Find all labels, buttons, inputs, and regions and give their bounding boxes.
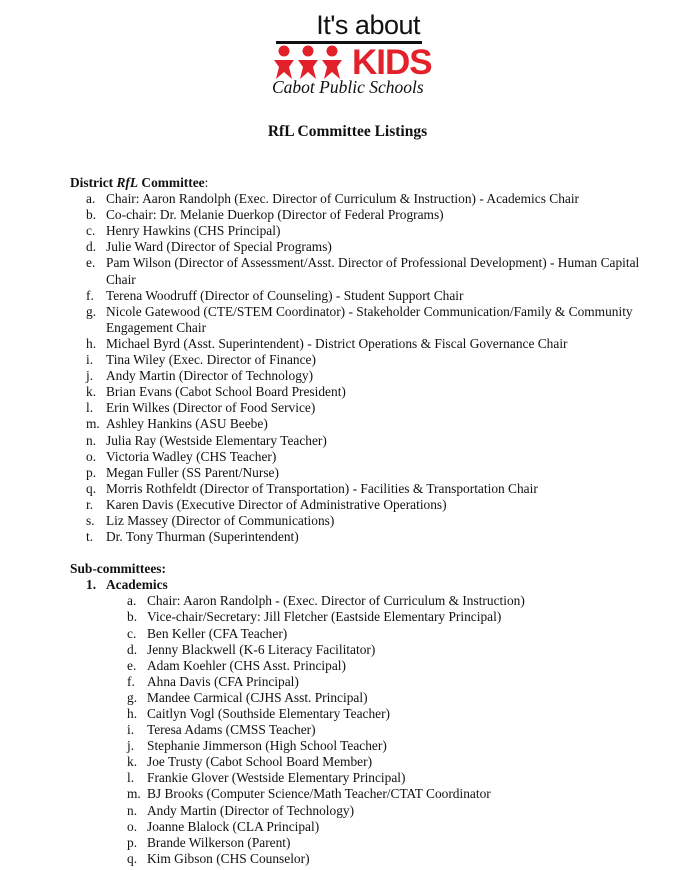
list-marker: k. bbox=[86, 384, 97, 400]
logo-tagline: It's about bbox=[316, 10, 420, 40]
figure-head-icon bbox=[279, 46, 290, 57]
district-member-item bbox=[70, 223, 670, 239]
district-member-item bbox=[70, 255, 670, 287]
subcommittee-member-item bbox=[70, 674, 670, 690]
member-text: Co-chair: Dr. Melanie Duerkop (Director of Federal Programs) bbox=[106, 207, 444, 223]
district-member-item bbox=[70, 384, 670, 400]
list-marker: q. bbox=[127, 850, 138, 866]
district-member-item bbox=[70, 288, 670, 304]
list-marker: c. bbox=[127, 625, 137, 641]
member-text: Henry Hawkins (CHS Principal) bbox=[106, 223, 281, 239]
member-text: Brian Evans (Cabot School Board President) bbox=[106, 384, 346, 400]
district-member-item bbox=[70, 433, 670, 449]
list-marker: f. bbox=[127, 673, 135, 689]
list-marker: n. bbox=[127, 802, 138, 818]
list-marker: t. bbox=[86, 529, 94, 545]
member-text: Teresa Adams (CMSS Teacher) bbox=[147, 722, 316, 738]
district-member-item bbox=[70, 416, 670, 432]
member-text: Andy Martin (Director of Technology) bbox=[147, 802, 355, 818]
list-marker: p. bbox=[86, 464, 97, 480]
district-member-item bbox=[70, 352, 670, 368]
member-text: Megan Fuller (SS Parent/Nurse) bbox=[106, 464, 279, 480]
subcommittees-heading: Sub-committees: bbox=[70, 561, 166, 577]
district-member-item bbox=[70, 400, 670, 416]
list-marker: r. bbox=[86, 496, 94, 512]
member-text: Frankie Glover (Westside Elementary Principal) bbox=[147, 770, 406, 786]
list-marker: d. bbox=[127, 641, 138, 657]
subcommittee-member-item bbox=[70, 722, 670, 738]
document-body bbox=[70, 175, 670, 867]
district-member-item bbox=[70, 207, 670, 223]
member-text: Erin Wilkes (Director of Food Service) bbox=[106, 400, 316, 416]
member-text: Adam Koehler (CHS Asst. Principal) bbox=[147, 657, 346, 673]
list-marker: o. bbox=[127, 818, 138, 834]
member-text: Jenny Blackwell (K-6 Literacy Facilitator) bbox=[147, 641, 376, 657]
list-marker: n. bbox=[86, 432, 97, 448]
member-text: BJ Brooks (Computer Science/Math Teacher/CTAT Coordinator bbox=[147, 786, 491, 802]
subcommittee-member-item bbox=[70, 819, 670, 835]
member-text: Mandee Carmical (CJHS Asst. Principal) bbox=[147, 689, 368, 705]
member-text: Stephanie Jimmerson (High School Teacher) bbox=[147, 738, 387, 754]
subcommittee-member-item bbox=[70, 593, 670, 609]
list-marker: j. bbox=[86, 368, 94, 384]
subcommittee-member-item bbox=[70, 738, 670, 754]
subcommittee-member-item bbox=[70, 770, 670, 786]
subcommittee-member-item bbox=[70, 754, 670, 770]
subcommittee-member-item bbox=[70, 706, 670, 722]
district-member-item bbox=[70, 304, 670, 336]
district-member-item bbox=[70, 191, 670, 207]
district-member-item bbox=[70, 497, 670, 513]
member-text: Joanne Blalock (CLA Principal) bbox=[147, 818, 320, 834]
member-text: Julie Ward (Director of Special Programs) bbox=[106, 239, 332, 255]
subcommittee-member-item bbox=[70, 642, 670, 658]
list-marker: a. bbox=[127, 593, 137, 609]
member-text: Ahna Davis (CFA Principal) bbox=[147, 673, 299, 689]
district-member-item bbox=[70, 529, 670, 545]
logo-org-name: Cabot Public Schools bbox=[272, 77, 424, 97]
member-text: Chair: Aaron Randolph - (Exec. Director of Curriculum & Instruction) bbox=[147, 593, 525, 609]
member-text: Pam Wilson (Director of Assessment/Asst. Director of Professional Development) - Human Capital Chair bbox=[106, 255, 640, 287]
subcommittee-number: 1. bbox=[86, 577, 97, 593]
subcommittee-member-item bbox=[70, 835, 670, 851]
district-member-item bbox=[70, 368, 670, 384]
member-text: Ashley Hankins (ASU Beebe) bbox=[106, 416, 268, 432]
member-text: Morris Rothfeldt (Director of Transportation) - Facilities & Transportation Chair bbox=[106, 480, 538, 496]
list-marker: d. bbox=[86, 239, 97, 255]
list-marker: o. bbox=[86, 448, 97, 464]
member-text: Kim Gibson (CHS Counselor) bbox=[147, 850, 310, 866]
district-committee-list bbox=[70, 191, 670, 545]
district-logo bbox=[272, 10, 432, 97]
list-marker: m. bbox=[86, 416, 100, 432]
figure-head-icon bbox=[303, 46, 314, 57]
list-marker: c. bbox=[86, 223, 96, 239]
heading-prefix: District bbox=[70, 175, 117, 190]
subcommittee-name: Academics bbox=[106, 577, 168, 593]
subcommittee-member-item bbox=[70, 803, 670, 819]
heading-suffix: Committee bbox=[138, 175, 205, 190]
member-text: Michael Byrd (Asst. Superintendent) - District Operations & Fiscal Governance Chair bbox=[106, 335, 568, 351]
list-marker: b. bbox=[127, 609, 138, 625]
member-text: Karen Davis (Executive Director of Administrative Operations) bbox=[106, 496, 447, 512]
member-text: Dr. Tony Thurman (Superintendent) bbox=[106, 529, 299, 545]
list-marker: p. bbox=[127, 834, 138, 850]
heading-colon: : bbox=[204, 175, 209, 190]
children-figures-icon bbox=[274, 44, 354, 80]
list-marker: h. bbox=[127, 706, 138, 721]
member-text: Tina Wiley (Exec. Director of Finance) bbox=[106, 352, 316, 368]
list-marker: i. bbox=[127, 722, 135, 738]
district-member-item bbox=[70, 449, 670, 465]
logo-kids-word: KIDS bbox=[352, 43, 432, 82]
district-member-item bbox=[70, 513, 670, 529]
subcommittee-member-item bbox=[70, 609, 670, 625]
list-marker: h. bbox=[86, 335, 97, 351]
member-text: Chair: Aaron Randolph (Exec. Director of Curriculum & Instruction) - Academics Chair bbox=[106, 191, 580, 207]
heading-rfl: RfL bbox=[116, 175, 139, 190]
list-marker: m. bbox=[127, 786, 141, 802]
subcommittee-member-item bbox=[70, 690, 670, 706]
district-committee-heading bbox=[70, 175, 670, 191]
member-text: Caitlyn Vogl (Southside Elementary Teacher) bbox=[147, 706, 391, 721]
member-text: Julia Ray (Westside Elementary Teacher) bbox=[106, 432, 327, 448]
member-text: Terena Woodruff (Director of Counseling) - Student Support Chair bbox=[106, 287, 464, 303]
list-marker: e. bbox=[127, 657, 137, 673]
list-marker: l. bbox=[127, 770, 135, 786]
list-marker: i. bbox=[86, 352, 94, 368]
list-marker: j. bbox=[127, 738, 135, 754]
member-text: Victoria Wadley (CHS Teacher) bbox=[106, 448, 277, 464]
list-marker: q. bbox=[86, 480, 97, 496]
district-member-item bbox=[70, 465, 670, 481]
member-text: Nicole Gatewood (CTE/STEM Coordinator) - Stakeholder Communication/Family & Community Engagement Chair bbox=[106, 303, 633, 335]
list-marker: s. bbox=[86, 512, 95, 528]
district-member-item bbox=[70, 336, 670, 352]
subcommittee-member-item bbox=[70, 851, 670, 867]
list-marker: l. bbox=[86, 400, 94, 416]
list-marker: g. bbox=[127, 689, 138, 705]
member-text: Brande Wilkerson (Parent) bbox=[147, 834, 291, 850]
list-marker: f. bbox=[86, 287, 94, 303]
district-member-item bbox=[70, 239, 670, 255]
page-title: RfL Committee Listings bbox=[267, 123, 428, 140]
subcommittee-member-item bbox=[70, 658, 670, 674]
list-marker: b. bbox=[86, 207, 97, 223]
member-text: Ben Keller (CFA Teacher) bbox=[147, 625, 288, 641]
list-marker: k. bbox=[127, 754, 138, 770]
subcommittee-title bbox=[70, 577, 670, 593]
member-text: Andy Martin (Director of Technology) bbox=[106, 368, 314, 384]
list-marker: a. bbox=[86, 191, 96, 207]
subcommittee-member-list bbox=[70, 593, 670, 867]
figure-head-icon bbox=[327, 46, 338, 57]
subcommittee-member-item bbox=[70, 786, 670, 802]
member-text: Liz Massey (Director of Communications) bbox=[106, 512, 335, 528]
member-text: Joe Trusty (Cabot School Board Member) bbox=[147, 754, 373, 770]
list-marker: g. bbox=[86, 303, 97, 319]
member-text: Vice-chair/Secretary: Jill Fletcher (Eastside Elementary Principal) bbox=[147, 609, 502, 625]
list-marker: e. bbox=[86, 255, 96, 271]
subcommittee-member-item bbox=[70, 626, 670, 642]
district-member-item bbox=[70, 481, 670, 497]
subcommittee-groups bbox=[70, 577, 670, 867]
